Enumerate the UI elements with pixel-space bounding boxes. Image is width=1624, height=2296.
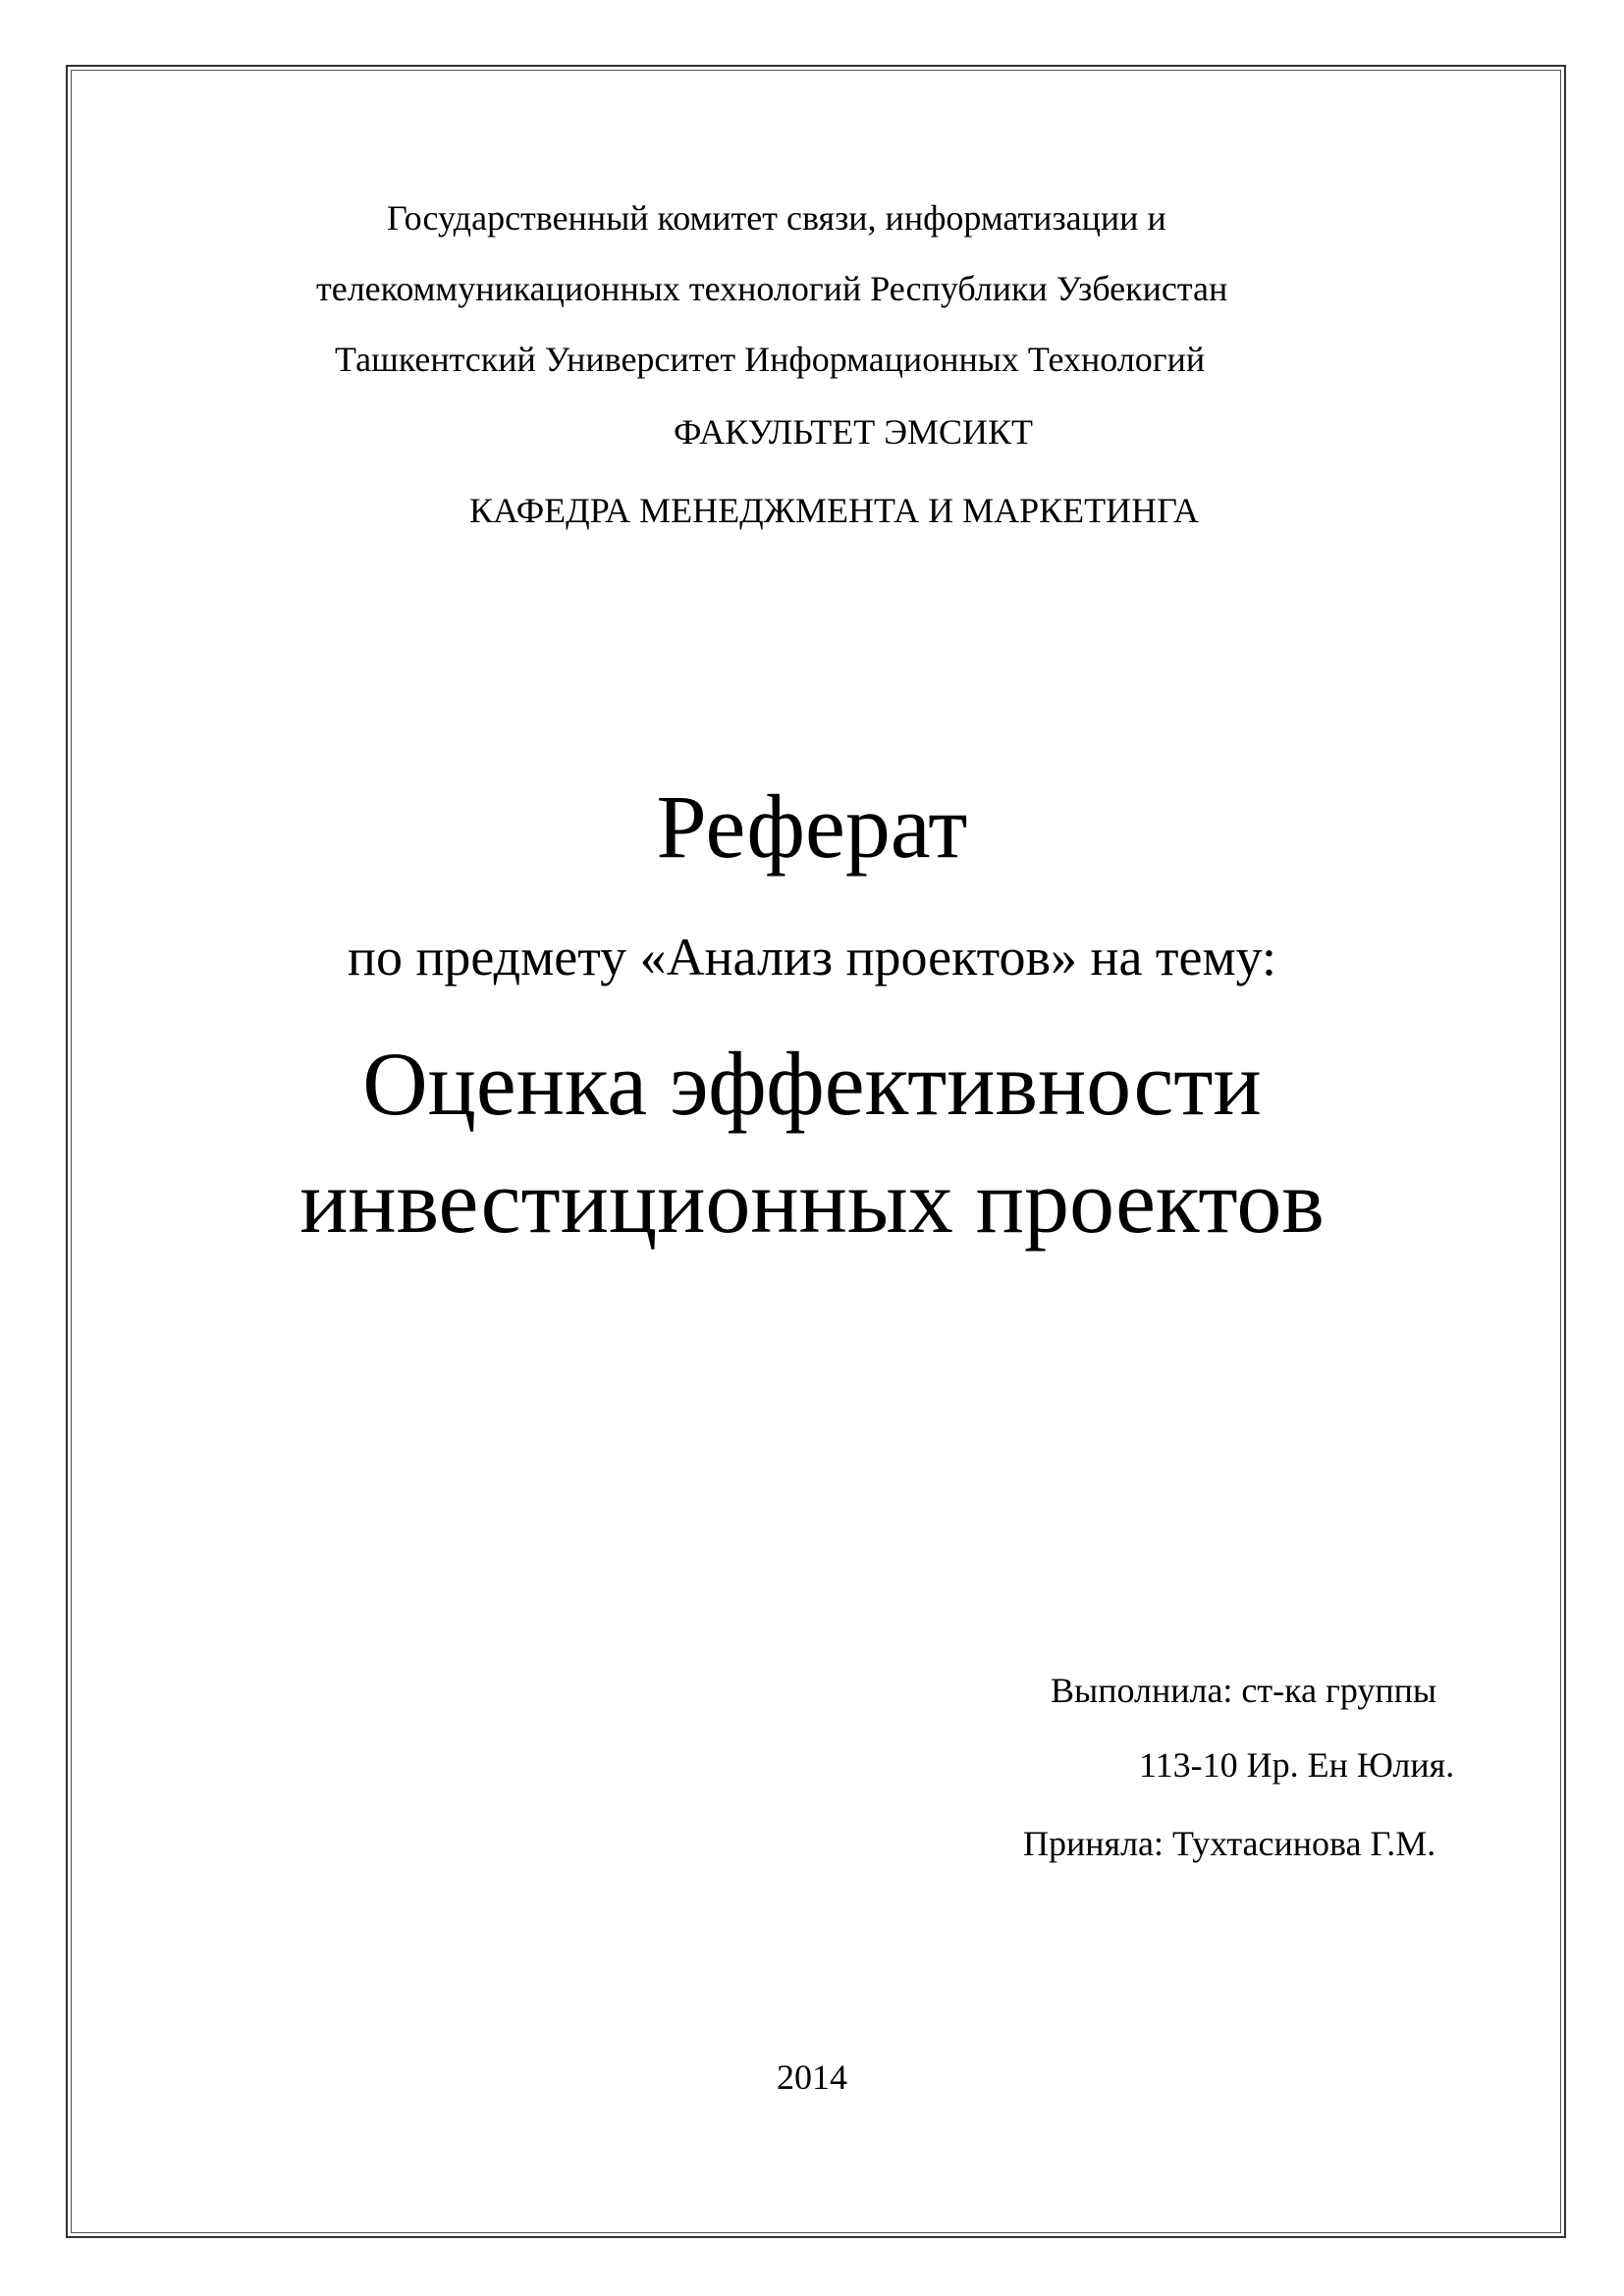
header-committee-line1: Государственный комитет связи, информатизации и	[387, 198, 1166, 238]
header-faculty: ФАКУЛЬТЕТ ЭМСИКТ	[674, 412, 1034, 452]
subject-line: по предмету «Анализ проектов» на тему:	[348, 928, 1276, 987]
topic-line-1: Оценка эффективности	[362, 1034, 1262, 1134]
document-type-title: Реферат	[656, 776, 968, 877]
topic-line-2: инвестиционных проектов	[299, 1151, 1325, 1252]
year-footer: 2014	[777, 2057, 847, 2097]
accepted-by-label: Приняла: Тухтасинова Г.М.	[1023, 1824, 1436, 1863]
header-department: КАФЕДРА МЕНЕДЖМЕНТА И МАРКЕТИНГА	[469, 491, 1200, 530]
student-name: 113-10 Ир. Ен Юлия.	[1139, 1745, 1455, 1785]
header-committee-line2: телекоммуникационных технологий Республики Узбекистан	[316, 269, 1228, 308]
header-university: Ташкентский Университет Информационных Технологий	[335, 340, 1206, 379]
performed-by-label: Выполнила: ст-ка группы	[1051, 1671, 1437, 1710]
